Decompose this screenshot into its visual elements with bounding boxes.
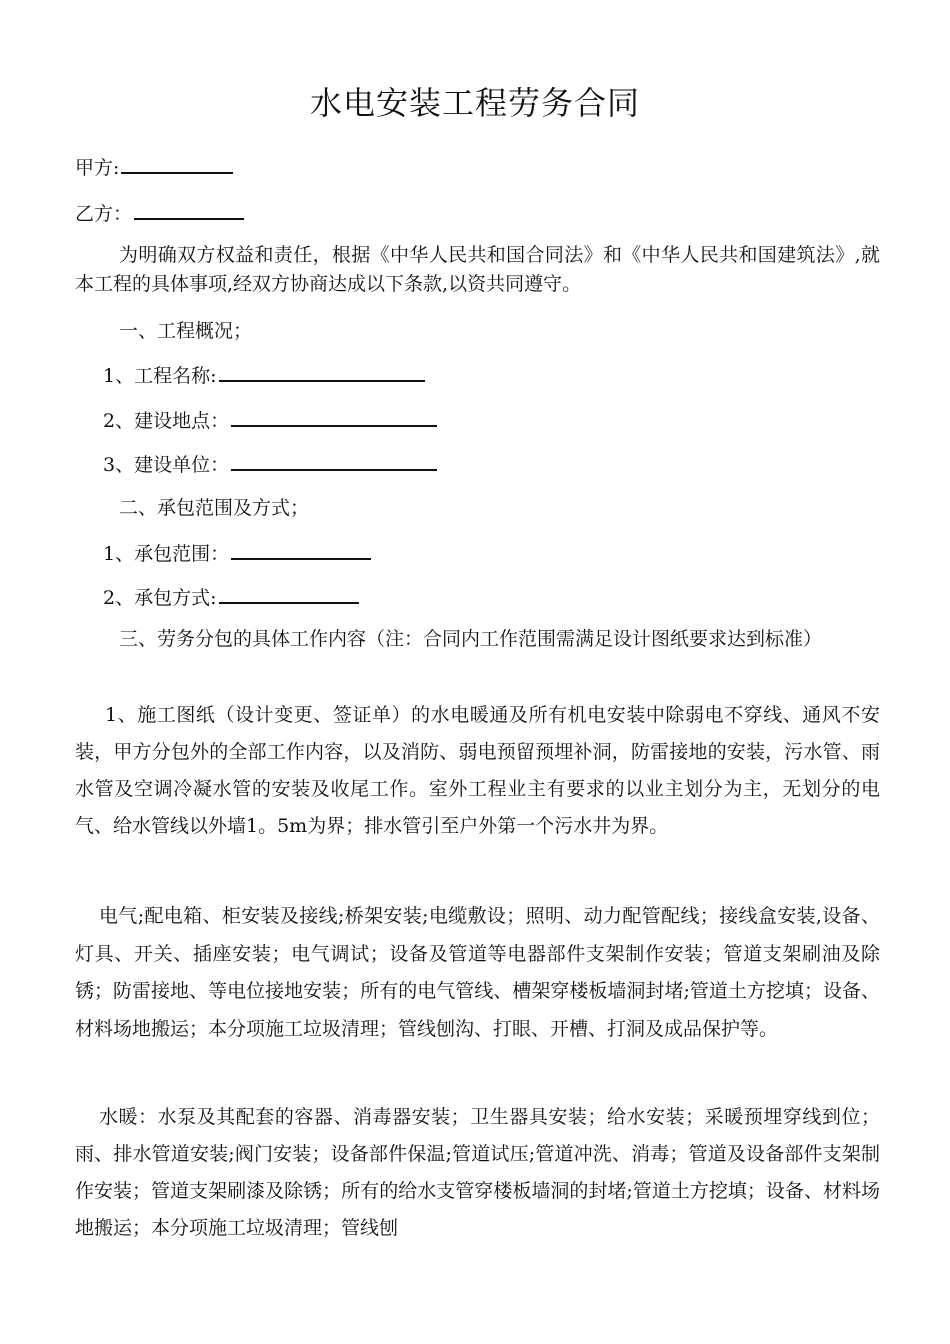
document-title: 水电安装工程劳务合同 xyxy=(309,84,640,122)
section3-item1-paragraph: 1、施工图纸（设计变更、签证单）的水电暖通及所有机电安装中除弱电不穿线、通风不安装，甲方分包外的全部工作内容，以及消防、弱电预留预埋补洞，防雷接地的安装，污水管、雨水管及空调冷凝水管的安装及收尾工作。室外工程业主有要求的以业主划分为主，无划分的电气、给水管线以外墙1。5m为界；排水管引至户外第一个污水井为界。 xyxy=(75,704,880,837)
scope-blank xyxy=(231,538,371,560)
scope-label: 1、承包范围： xyxy=(103,543,230,565)
party-b-blank xyxy=(134,198,244,220)
scope-line xyxy=(103,538,371,568)
party-a-label: 甲方: xyxy=(75,157,120,179)
party-a-line xyxy=(75,152,233,182)
build-site-label: 2、建设地点： xyxy=(103,410,230,432)
party-a-blank xyxy=(121,152,233,174)
party-b-line xyxy=(75,198,244,228)
party-b-label: 乙方： xyxy=(75,203,133,225)
section1-heading: 一、工程概况； xyxy=(119,320,253,342)
build-site-blank xyxy=(231,405,437,427)
method-label: 2、承包方式: xyxy=(103,587,217,609)
intro-paragraph: 为明确双方权益和责任，根据《中华人民共和国合同法》和《中华人民共和国建筑法》,就本工程的具体事项,经双方协商达成以下条款,以资共同遵守。 xyxy=(75,244,880,295)
method-line xyxy=(103,582,359,612)
build-unit-blank xyxy=(231,449,437,471)
build-unit-label: 3、建设单位： xyxy=(103,454,230,476)
project-name-blank xyxy=(219,360,425,382)
project-name-line xyxy=(103,360,425,390)
plumbing-paragraph: 水暖：水泵及其配套的容器、消毒器安装；卫生器具安装；给水安装；采暖预埋穿线到位；雨、排水管道安装;阀门安装；设备部件保温;管道试压;管道冲洗、消毒；管道及设备部件支架制作安装；管道支架刷漆及除锈；所有的给水支管穿楼板墙洞的封堵;管道土方挖填；设备、材料场地搬运；本分项施工垃圾清理；管线刨 xyxy=(75,1106,880,1239)
electrical-paragraph: 电气;配电箱、柜安装及接线;桥架安装;电缆敷设；照明、动力配管配线；接线盒安装,设备、灯具、开关、插座安装；电气调试；设备及管道等电器部件支架制作安装；管道支架刷油及除锈；防雷接地、等电位接地安装；所有的电气管线、槽架穿楼板墙洞封堵;管道土方挖填；设备、材料场地搬运；本分项施工垃圾清理；管线刨沟、打眼、开槽、打洞及成品保护等。 xyxy=(75,905,880,1040)
section3-heading: 三、劳务分包的具体工作内容（注：合同内工作范围需满足设计图纸要求达到标准） xyxy=(119,628,823,650)
project-name-label: 1、工程名称: xyxy=(103,365,217,387)
section2-heading: 二、承包范围及方式； xyxy=(119,497,310,519)
method-blank xyxy=(219,582,359,604)
build-site-line xyxy=(103,405,437,435)
build-unit-line xyxy=(103,449,437,479)
